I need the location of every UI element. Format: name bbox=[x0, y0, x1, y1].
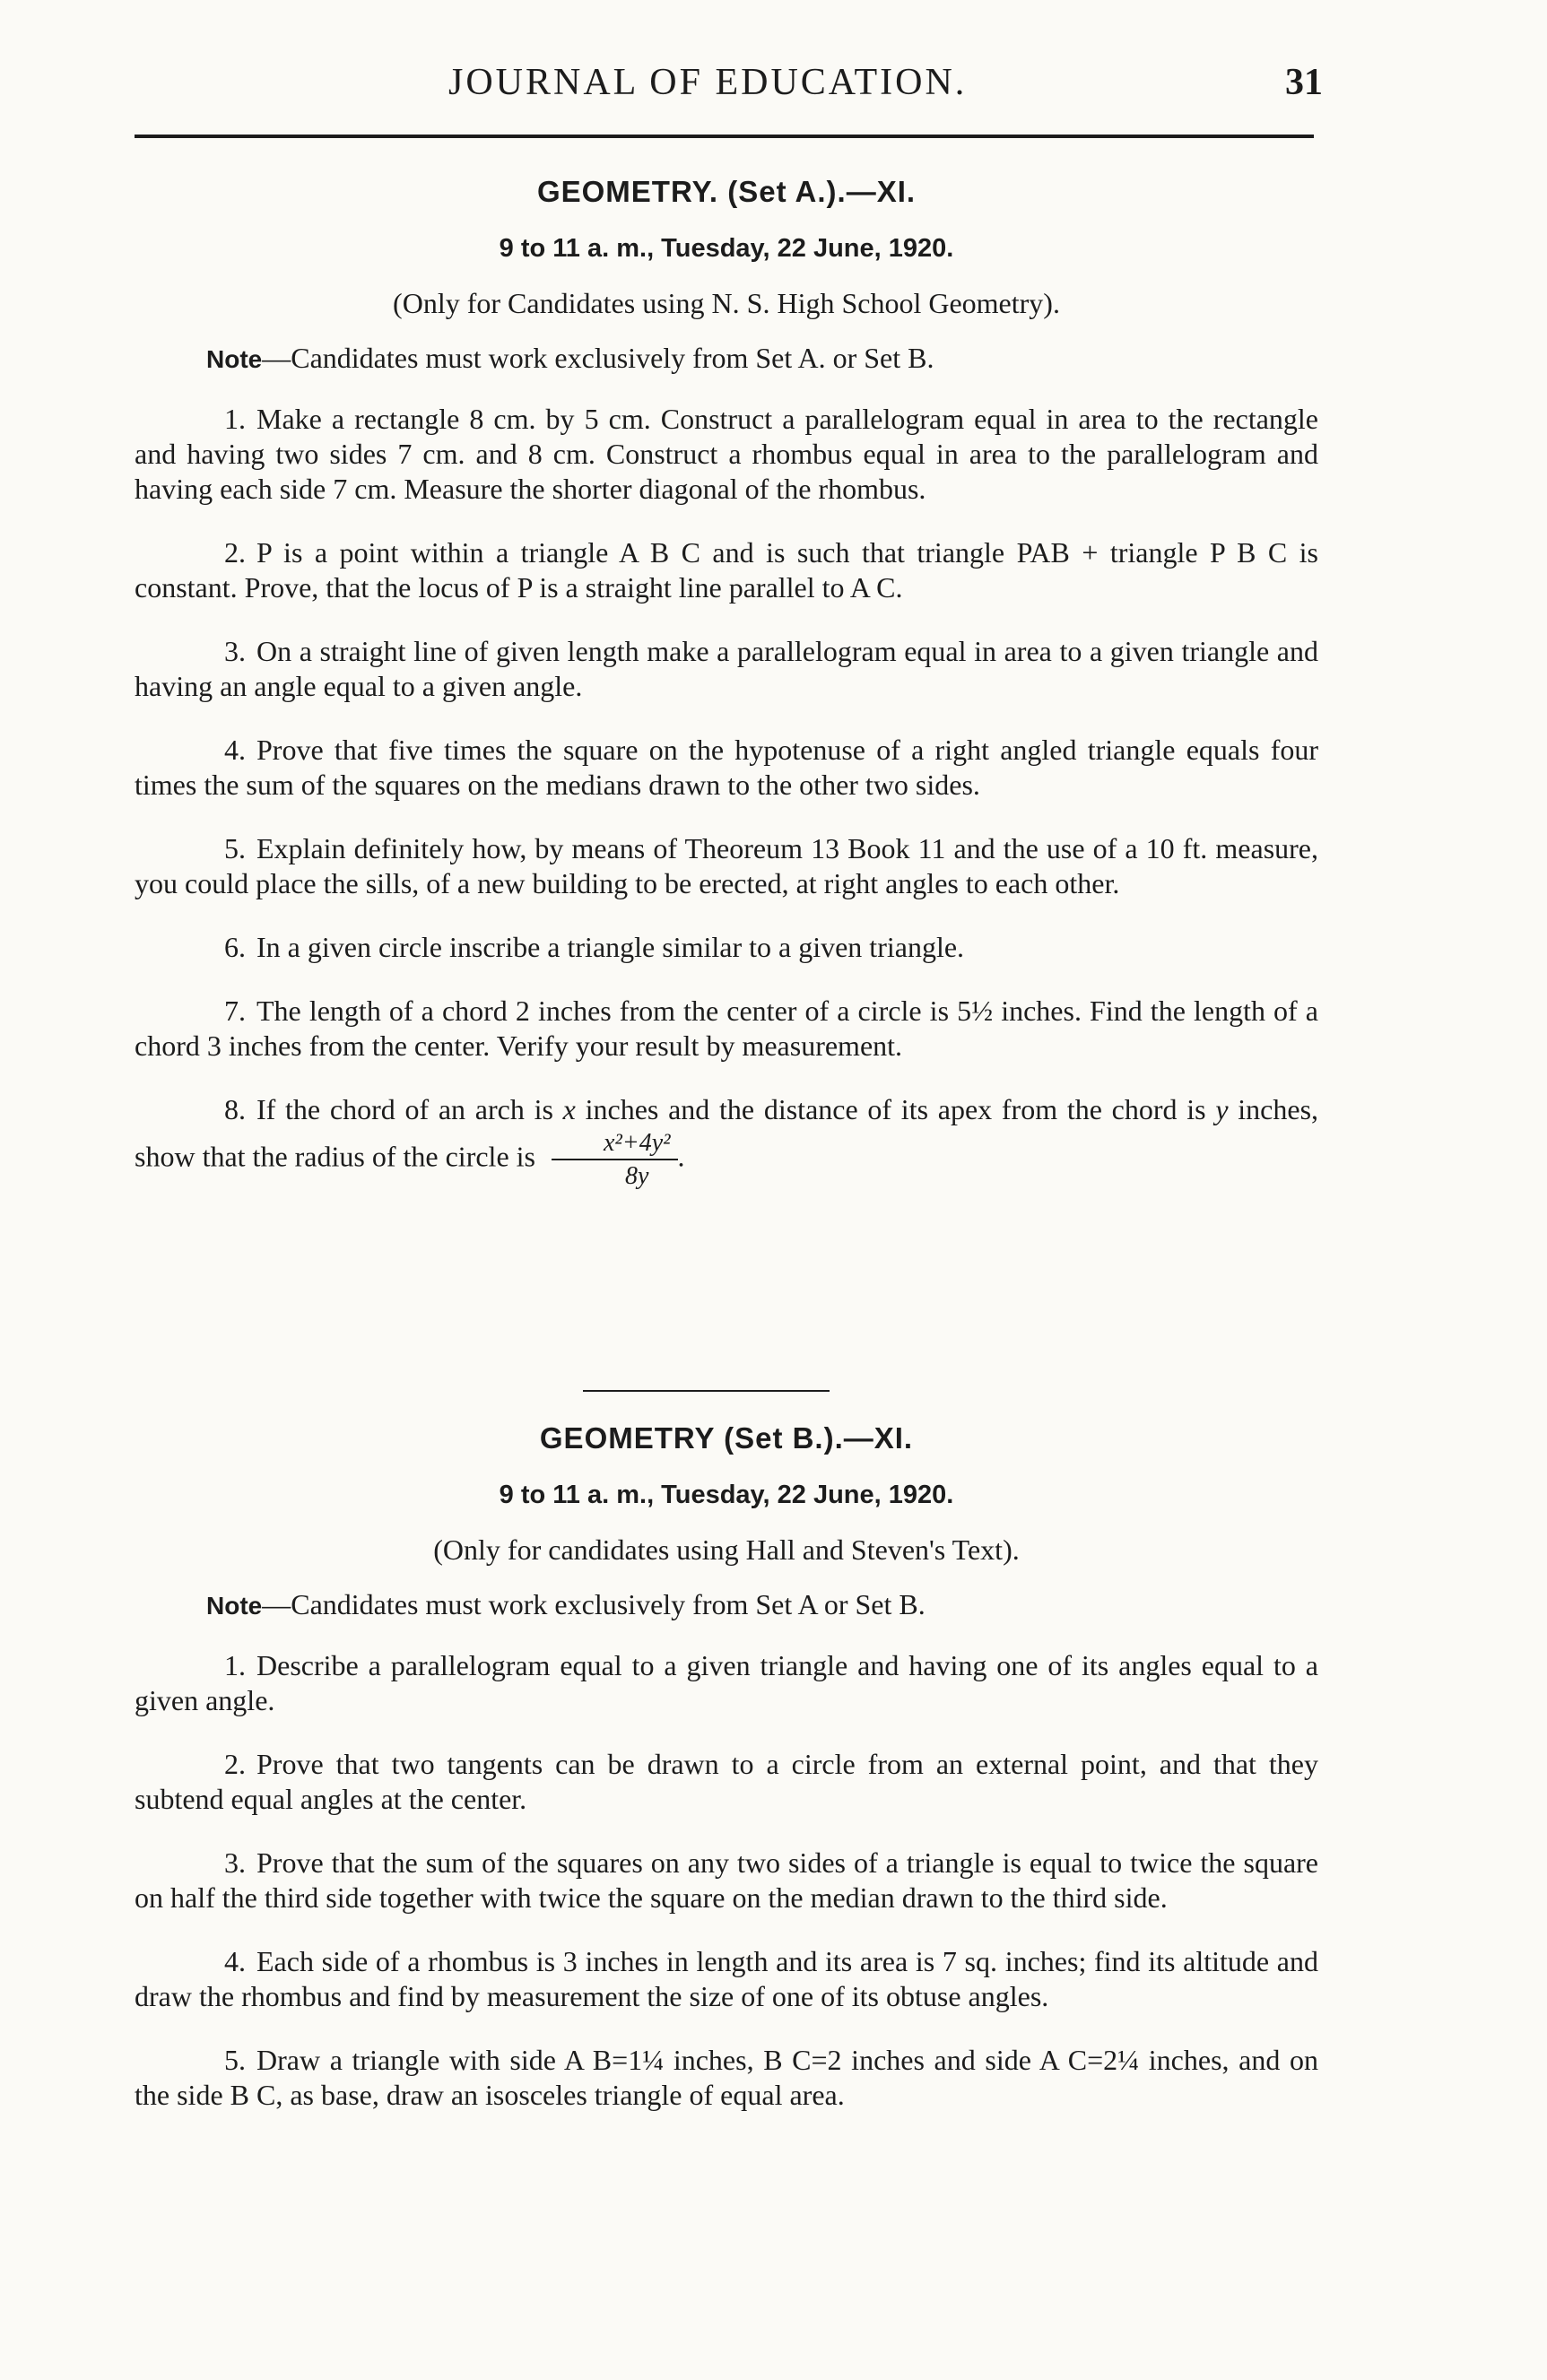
question-number: 3. bbox=[224, 1846, 246, 1880]
question-text-b: inches and the distance of its apex from the chord is bbox=[585, 1093, 1206, 1126]
set-a-question-2 bbox=[135, 535, 1318, 605]
question-number: 1. bbox=[224, 1649, 246, 1681]
set-a-question-7 bbox=[135, 994, 1318, 1064]
question-number: 4. bbox=[224, 1945, 246, 1978]
question-number: 4. bbox=[224, 734, 246, 767]
question-text: On a straight line of given length make a parallelogram equal in area to a given triangle and having an angle equal to a given angle. bbox=[135, 635, 1318, 703]
set-b-subtitle: (Only for candidates using Hall and Steven's Text). bbox=[433, 1533, 1020, 1566]
set-b-title: GEOMETRY (Set B.).—XI. bbox=[539, 1421, 914, 1455]
set-b-section bbox=[135, 1421, 1318, 2141]
fraction-denominator: 8y bbox=[625, 1162, 649, 1191]
set-a-section bbox=[135, 175, 1318, 1220]
page-number: 31 bbox=[1285, 62, 1323, 103]
note-text: —Candidates must work exclusively from Set A or Set B. bbox=[262, 1588, 926, 1620]
note-label: Note bbox=[206, 345, 263, 373]
set-a-question-5 bbox=[135, 831, 1318, 901]
question-number: 2. bbox=[224, 536, 246, 569]
question-text: The length of a chord 2 inches from the center of a circle is 5½ inches. Find the length of a chord 3 inches from the center. Verify your result by measurement. bbox=[135, 995, 1318, 1063]
question-number: 1. bbox=[224, 403, 246, 435]
set-b-note bbox=[206, 1588, 1318, 1621]
question-number: 5. bbox=[224, 832, 246, 865]
set-a-question-4 bbox=[135, 733, 1318, 803]
set-a-title: GEOMETRY. (Set A.).—XI. bbox=[536, 175, 917, 208]
set-a-date: 9 to 11 a. m., Tuesday, 22 June, 1920. bbox=[499, 234, 954, 263]
note-label: Note bbox=[206, 1592, 263, 1620]
question-text: Describe a parallelogram equal to a given triangle and having one of its angles equal to a given angle. bbox=[135, 1649, 1318, 1717]
question-text: Prove that five times the square on the hypotenuse of a right angled triangle equals four times the sum of the squares on the medians drawn to the other two sides. bbox=[135, 734, 1318, 802]
set-a-question-1 bbox=[135, 402, 1318, 507]
question-text-c: inches, show that the radius of the circle is bbox=[135, 1093, 1319, 1173]
question-text: Prove that two tangents can be drawn to a circle from an external point, and that they subtend equal angles at the center. bbox=[135, 1748, 1318, 1816]
set-a-question-8 bbox=[135, 1092, 1318, 1192]
set-b-question-2 bbox=[135, 1747, 1318, 1817]
set-b-question-1 bbox=[135, 1648, 1318, 1718]
set-a-question-3 bbox=[135, 634, 1318, 704]
variable-x: x bbox=[562, 1093, 576, 1126]
question-number: 7. bbox=[224, 995, 246, 1028]
fraction-numerator: x²+4y² bbox=[552, 1127, 678, 1160]
set-b-date: 9 to 11 a. m., Tuesday, 22 June, 1920. bbox=[499, 1481, 954, 1509]
set-a-note bbox=[206, 342, 1318, 375]
header-rule bbox=[135, 135, 1314, 138]
section-divider bbox=[583, 1390, 830, 1392]
question-number: 6. bbox=[224, 931, 246, 964]
question-text: In a given circle inscribe a triangle similar to a given triangle. bbox=[256, 931, 965, 964]
question-number: 2. bbox=[224, 1748, 246, 1781]
radius-fraction bbox=[552, 1127, 678, 1192]
set-b-question-5 bbox=[135, 2043, 1318, 2113]
set-b-question-3 bbox=[135, 1846, 1318, 1915]
question-text: Prove that the sum of the squares on any two sides of a triangle is equal to twice the square on half the third side together with twice the square on the median drawn to the third side. bbox=[135, 1846, 1318, 1915]
question-text-a: If the chord of an arch is bbox=[256, 1093, 553, 1126]
question-end: . bbox=[677, 1140, 685, 1173]
question-text: P is a point within a triangle A B C and is such that triangle PAB + triangle P B C is constant. Prove, that the locus of P is a straight line parallel to A C. bbox=[135, 536, 1318, 604]
question-text: Draw a triangle with side A B=1¼ inches, B C=2 inches and side A C=2¼ inches, and on the side B C, as base, draw an isosceles triangle of equal area. bbox=[135, 2044, 1318, 2112]
journal-title: JOURNAL OF EDUCATION. bbox=[448, 62, 968, 103]
variable-y: y bbox=[1215, 1093, 1229, 1126]
set-a-subtitle: (Only for Candidates using N. S. High School Geometry). bbox=[393, 287, 1060, 319]
question-number: 5. bbox=[224, 2044, 246, 2077]
note-text: —Candidates must work exclusively from Set A. or Set B. bbox=[262, 342, 934, 374]
question-text: Make a rectangle 8 cm. by 5 cm. Construct a parallelogram equal in area to the rectangle and having two sides 7 cm. and 8 cm. Construct a rhombus equal in area to the parallelogram and having each side 7 cm. Measure the shorter diagonal of the rhombus. bbox=[135, 403, 1318, 506]
question-text: Explain definitely how, by means of Theoreum 13 Book 11 and the use of a 10 ft. measure, you could place the sills, of a new building to be erected, at right angles to each other. bbox=[135, 832, 1318, 900]
question-number: 8. bbox=[224, 1093, 246, 1126]
running-head bbox=[135, 61, 1323, 115]
question-text: Each side of a rhombus is 3 inches in length and its area is 7 sq. inches; find its altitude and draw the rhombus and find by measurement the size of one of its obtuse angles. bbox=[135, 1945, 1318, 2013]
set-a-question-6 bbox=[135, 930, 1318, 965]
set-b-question-4 bbox=[135, 1944, 1318, 2014]
question-number: 3. bbox=[224, 635, 246, 668]
